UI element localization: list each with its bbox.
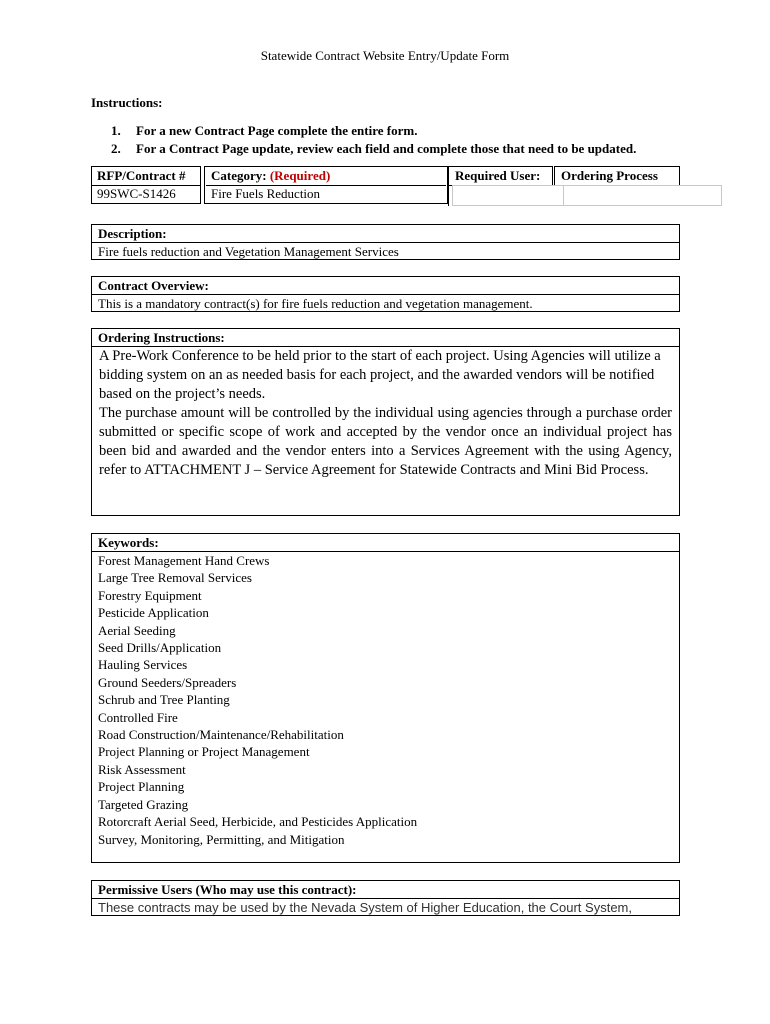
permissive-label: Permissive Users (Who may use this contract): [98,882,357,897]
keyword-item: Hauling Services [98,657,188,673]
instructions-heading: Instructions: [91,95,163,110]
keyword-item: Rotorcraft Aerial Seed, Herbicide, and Pesticides Application [98,814,418,830]
keyword-item: Targeted Grazing [98,796,189,812]
rfp-value[interactable]: 99SWC-S1426 [97,186,176,201]
keyword-item: Ground Seeders/Spreaders [98,674,237,690]
keywords-label: Keywords: [92,534,679,552]
ordering-paragraph-1[interactable]: A Pre-Work Conference to be held prior to the start of each project. Using Agencies will utilize a bidding system on an as needed basis for each project, and the awarded vendors will be notified based on the project’s needs. [99,348,661,402]
keyword-item: Project Planning or Project Management [98,744,310,760]
description-value[interactable]: Fire fuels reduction and Vegetation Management Services [98,244,399,259]
permissive-users-box [91,880,680,916]
ordering-instructions-box [91,328,680,516]
keyword-item: Project Planning [98,779,185,795]
keyword-item: Controlled Fire [98,709,178,725]
instruction-item: 1. For a new Contract Page complete the entire form. [111,123,418,138]
keyword-item: Large Tree Removal Services [98,570,252,586]
keyword-item: Forest Management Hand Crews [98,553,270,568]
keyword-item: Schrub and Tree Planting [98,692,230,708]
contract-overview-box [91,276,680,312]
category-label: Category: (Required) [211,168,331,183]
overview-value[interactable]: This is a mandatory contract(s) for fire fuels reduction and vegetation management. [98,296,533,311]
keyword-item: Pesticide Application [98,605,209,621]
keyword-item: Aerial Seeding [98,622,176,638]
required-user-label: Required User: [455,168,541,183]
ordering-paragraph-2[interactable]: The purchase amount will be controlled by the individual using agencies through a purchase order submitted or specific scope of work and accepted by the vendor once an individual project has been bid and awarded and the vendor enters into a Services Agreement with the using Agency, refer to ATTACHMENT J – Service Agreement for Statewide Contracts and Mini Bid Process. [99,405,672,478]
overview-label: Contract Overview: [98,278,209,293]
instruction-item: 2. For a Contract Page update, review each field and complete those that need to be updated. [111,141,637,156]
description-box [91,224,680,260]
keyword-item: Survey, Monitoring, Permitting, and Mitigation [98,831,345,847]
form-title: Statewide Contract Website Entry/Update Form [260,48,510,63]
keyword-item: Risk Assessment [98,761,186,777]
description-label: Description: [98,226,167,241]
keywords-box [91,533,680,863]
keyword-item: Forestry Equipment [98,587,202,603]
required-marker: (Required) [269,168,331,183]
instructions-list [111,122,636,158]
required-user-field[interactable] [452,185,565,206]
keywords-list[interactable] [92,552,679,848]
permissive-value[interactable]: These contracts may be used by the Nevada System of Higher Education, the Court System, [98,900,632,915]
keyword-item: Seed Drills/Application [98,640,222,656]
ordering-label: Ordering Instructions: [98,330,225,345]
category-value[interactable]: Fire Fuels Reduction [211,186,321,201]
ordering-process-label: Ordering Process [561,168,658,183]
ordering-process-field[interactable] [563,185,722,206]
rfp-label: RFP/Contract # [97,168,186,183]
keyword-item: Road Construction/Maintenance/Rehabilitation [98,727,344,743]
